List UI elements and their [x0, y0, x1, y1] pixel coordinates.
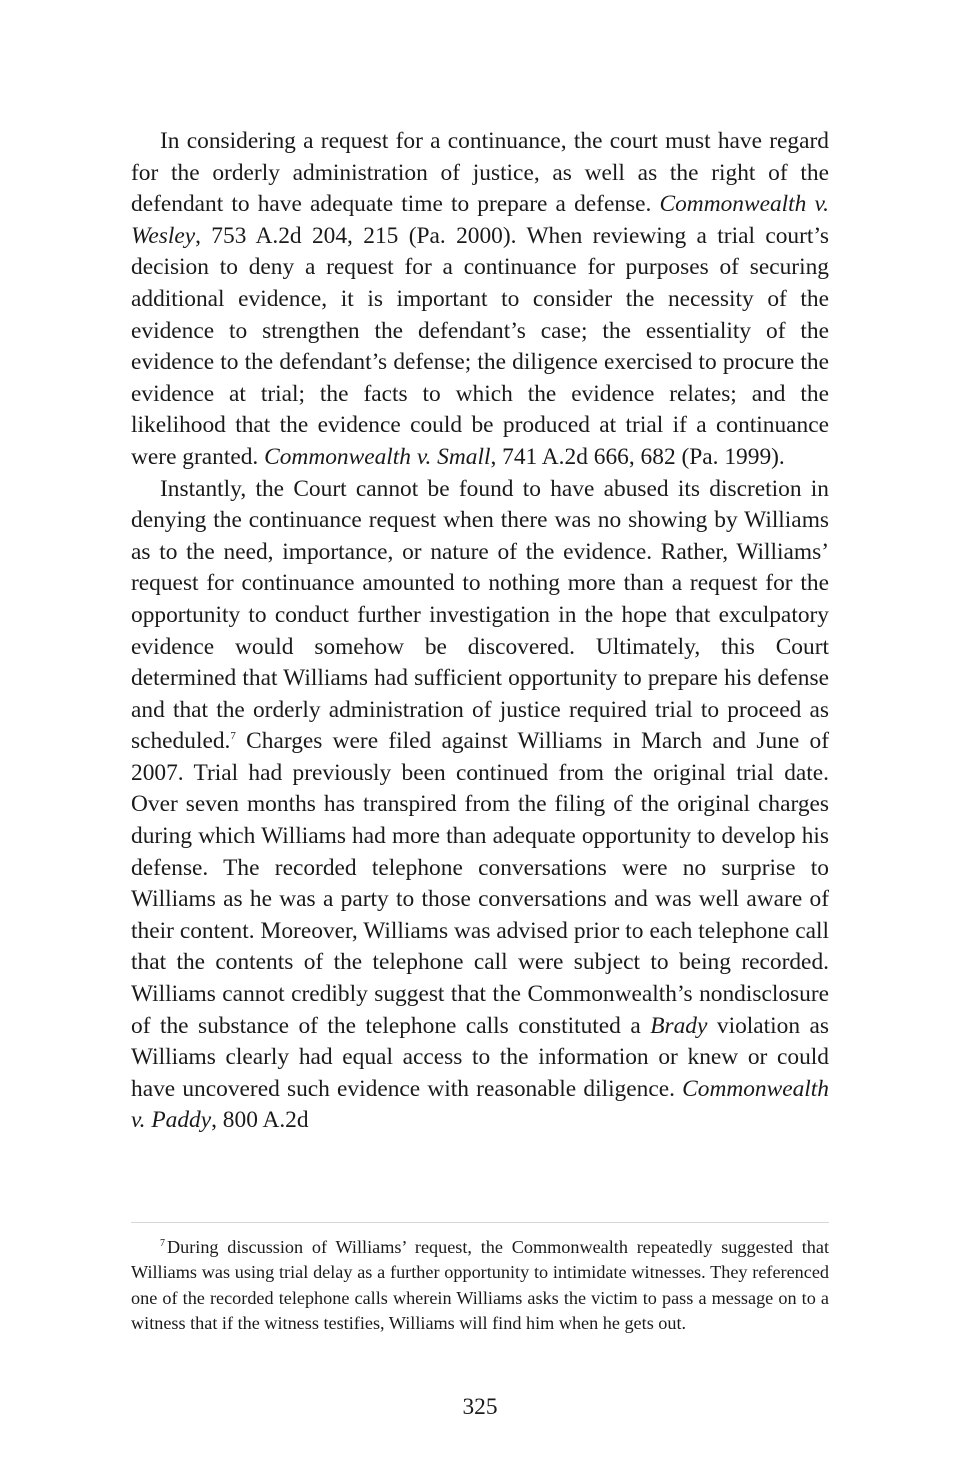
footnote-divider	[131, 1222, 829, 1223]
footnote-number: 7	[160, 1238, 165, 1249]
paragraph-text: Charges were filed against Williams in March and June of 2007. Trial had previously been continued from the original trial date. Over seven months has transpired from the filing of the original charges during which Williams had more than adequate opportunity to develop his defense. The recorded telephone conversations were no surprise to Williams as he was a party to those conversations and was well aware of their content. Moreover, Williams was advised prior to each telephone call that the contents of the telephone call were subject to being recorded. Williams cannot credibly suggest that the Commonwealth’s nondisclosure of the substance of the telephone calls constituted a	[131, 728, 829, 1039]
paragraph-text: , 753 A.2d 204, 215 (Pa. 2000). When reviewing a trial court’s decision to deny a request for a continuance for purposes of securing additional evidence, it is important to consider the necessity of the evidence to strengthen the defendant’s case; the essentiality of the evidence to the defendant’s defense; the diligence exercised to procure the evidence at trial; the facts to which the evidence relates; and the likelihood that the evidence could be produced at trial if a continuance were granted.	[131, 222, 829, 470]
footnote	[131, 1235, 829, 1337]
paragraph-text: In considering a request for a continuance, the court must have regard for the orderly administration of justice, as well as the right of the defendant to have adequate time to prepare a defense.	[131, 128, 829, 218]
paragraph-text: violation as Williams clearly had equal access to the information or knew or could have uncovered such evidence with reasonable diligence.	[131, 1012, 829, 1102]
page-number: 325	[462, 1394, 498, 1420]
case-citation: Commonwealth v. Paddy	[131, 1075, 829, 1134]
main-text	[131, 126, 829, 1137]
paragraph-text: Instantly, the Court cannot be found to have abused its discretion in denying the continuance request when there was no showing by Williams as to the need, importance, or nature of the evidence. Rather, Williams’ request for continuance amounted to nothing more than a request for the opportunity to conduct further investigation in the hope that exculpatory evidence would somehow be discovered. Ultimately, this Court determined that Williams had sufficient opportunity to prepare his defense and that the orderly administration of justice required trial to proceed as scheduled.	[131, 475, 829, 755]
case-citation: Commonwealth v. Small	[264, 443, 491, 470]
paragraph-continuance-standard	[131, 126, 829, 474]
case-citation: Commonwealth v. Wesley	[131, 191, 829, 249]
paragraph-text: , 800 A.2d	[211, 1107, 309, 1134]
case-name-brady: Brady	[650, 1012, 708, 1039]
paragraph-analysis	[131, 474, 829, 1137]
footnote-reference: 7	[230, 730, 236, 743]
footnote-text: During discussion of Williams’ request, the Commonwealth repeatedly suggested that Williams was using trial delay as a further opportunity to intimidate witnesses. They referenced one of the recorded telephone calls wherein Williams asks the victim to pass a message on to a witness that if the witness testifies, Williams will find him when he gets out.	[131, 1237, 829, 1334]
paragraph-text: , 741 A.2d 666, 682 (Pa. 1999).	[490, 443, 785, 470]
